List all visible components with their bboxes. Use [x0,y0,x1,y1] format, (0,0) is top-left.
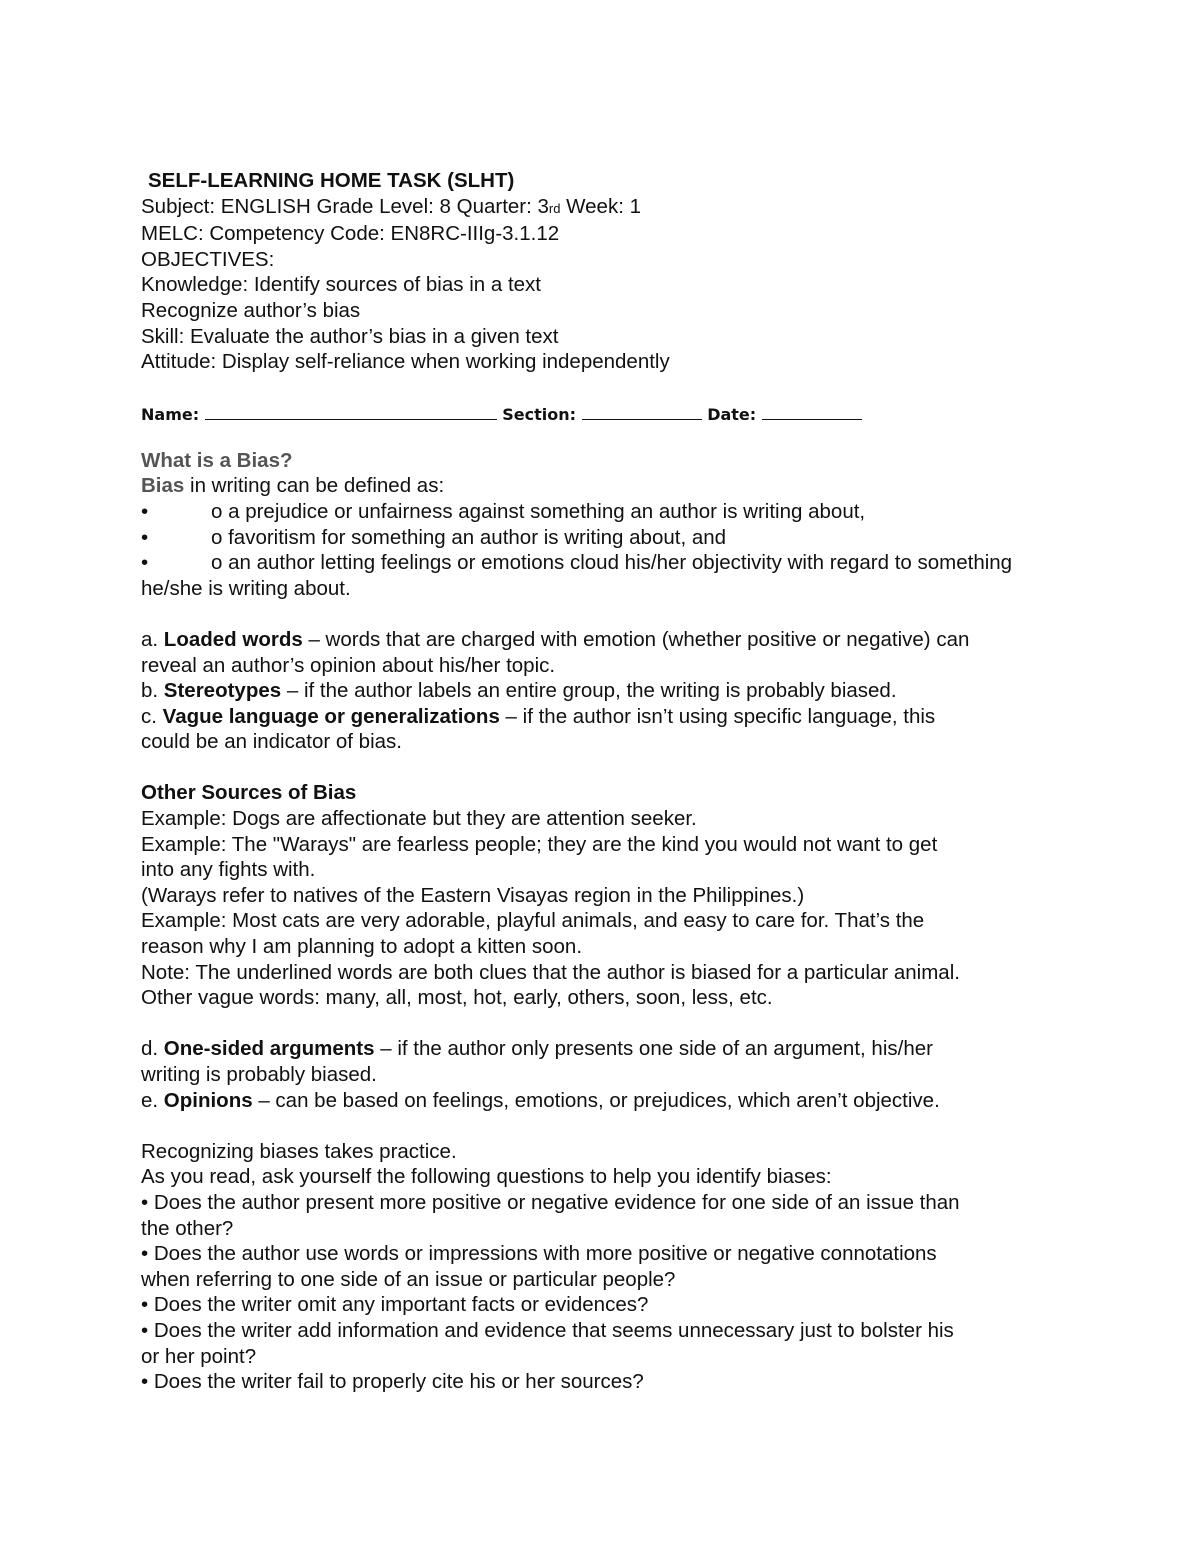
bias-bullet-2: • o favoritism for something an author is writing about, and [141,525,727,549]
example-cats-continued: reason why I am planning to adopt a kitten soon. [141,935,583,959]
source-c-continued: could be an indicator of bias. [141,730,402,754]
bias-bullet-1: • o a prejudice or unfairness against something an author is writing about, [141,499,866,523]
recognize-objective: Recognize author’s bias [141,298,361,322]
bias-bullet-3: • o an author letting feelings or emotions cloud his/her objectivity with regard to something [141,551,1013,575]
other-sources-heading: Other Sources of Bias [141,781,357,805]
source-c: c. Vague language or generalizations – if the author isn’t using specific language, this [141,704,936,728]
melc-line: MELC: Competency Code: EN8RC-IIIg-3.1.12 [141,222,560,246]
document-title: SELF-LEARNING HOME TASK (SLHT) [148,169,515,192]
date-blank[interactable] [762,403,862,420]
source-d: d. One-sided arguments – if the author only presents one side of an argument, his/her [141,1037,933,1061]
example-warays: Example: The "Warays" are fearless people; they are the kind you would not want to get [141,832,938,856]
question-1-continued: the other? [141,1216,234,1240]
practice-intro-1: Recognizing biases takes practice. [141,1139,457,1163]
question-3: • Does the writer omit any important facts or evidences? [141,1293,649,1317]
bias-heading: What is a Bias? [141,448,293,472]
example-dogs: Example: Dogs are affectionate but they are attention seeker. [141,807,697,831]
subject-line: Subject: ENGLISH Grade Level: 8 Quarter: 3rd Week: 1 [141,194,642,218]
question-2-continued: when referring to one side of an issue or particular people? [141,1267,676,1291]
source-a: a. Loaded words – words that are charged with emotion (whether positive or negative) can [141,627,970,651]
attitude-objective: Attitude: Display self-reliance when working independently [141,350,670,374]
name-label: Name: [141,404,200,424]
question-4: • Does the writer add information and evidence that seems unnecessary just to bolster his [141,1318,954,1342]
date-label: Date: [707,404,757,424]
knowledge-objective: Knowledge: Identify sources of bias in a text [141,273,541,297]
source-b: b. Stereotypes – if the author labels an entire group, the writing is probably biased. [141,679,897,703]
name-blank[interactable] [205,403,497,420]
source-a-continued: reveal an author’s opinion about his/her topic. [141,653,556,677]
quarter-suffix: rd [548,200,561,216]
student-info-line [141,402,1071,428]
bias-definition: Bias in writing can be defined as: [141,474,445,498]
question-4-continued: or her point? [141,1344,257,1368]
question-1: • Does the author present more positive or negative evidence for one side of an issue than [141,1190,960,1214]
source-d-continued: writing is probably biased. [141,1063,377,1086]
section-blank[interactable] [582,403,702,420]
vague-words: Other vague words: many, all, most, hot, early, others, soon, less, etc. [141,986,773,1010]
objectives-label: OBJECTIVES: [141,247,275,271]
section-label: Section: [502,404,577,424]
question-2: • Does the author use words or impressions with more positive or negative connotations [141,1242,937,1266]
warays-note: (Warays refer to natives of the Eastern Visayas region in the Philippines.) [141,883,805,907]
example-cats: Example: Most cats are very adorable, playful animals, and easy to care for. That’s the [141,909,925,933]
source-e: e. Opinions – can be based on feelings, emotions, or prejudices, which aren’t objective. [141,1088,940,1112]
question-5: • Does the writer fail to properly cite his or her sources? [141,1370,644,1394]
bias-bullet-3-continued: he/she is writing about. [141,576,351,600]
document-page [141,168,1071,1395]
underline-note: Note: The underlined words are both clues that the author is biased for a particular animal. [141,960,960,984]
practice-intro-2: As you read, ask yourself the following questions to help you identify biases: [141,1165,832,1189]
example-warays-continued: into any fights with. [141,858,316,882]
skill-objective: Skill: Evaluate the author’s bias in a given text [141,324,559,348]
